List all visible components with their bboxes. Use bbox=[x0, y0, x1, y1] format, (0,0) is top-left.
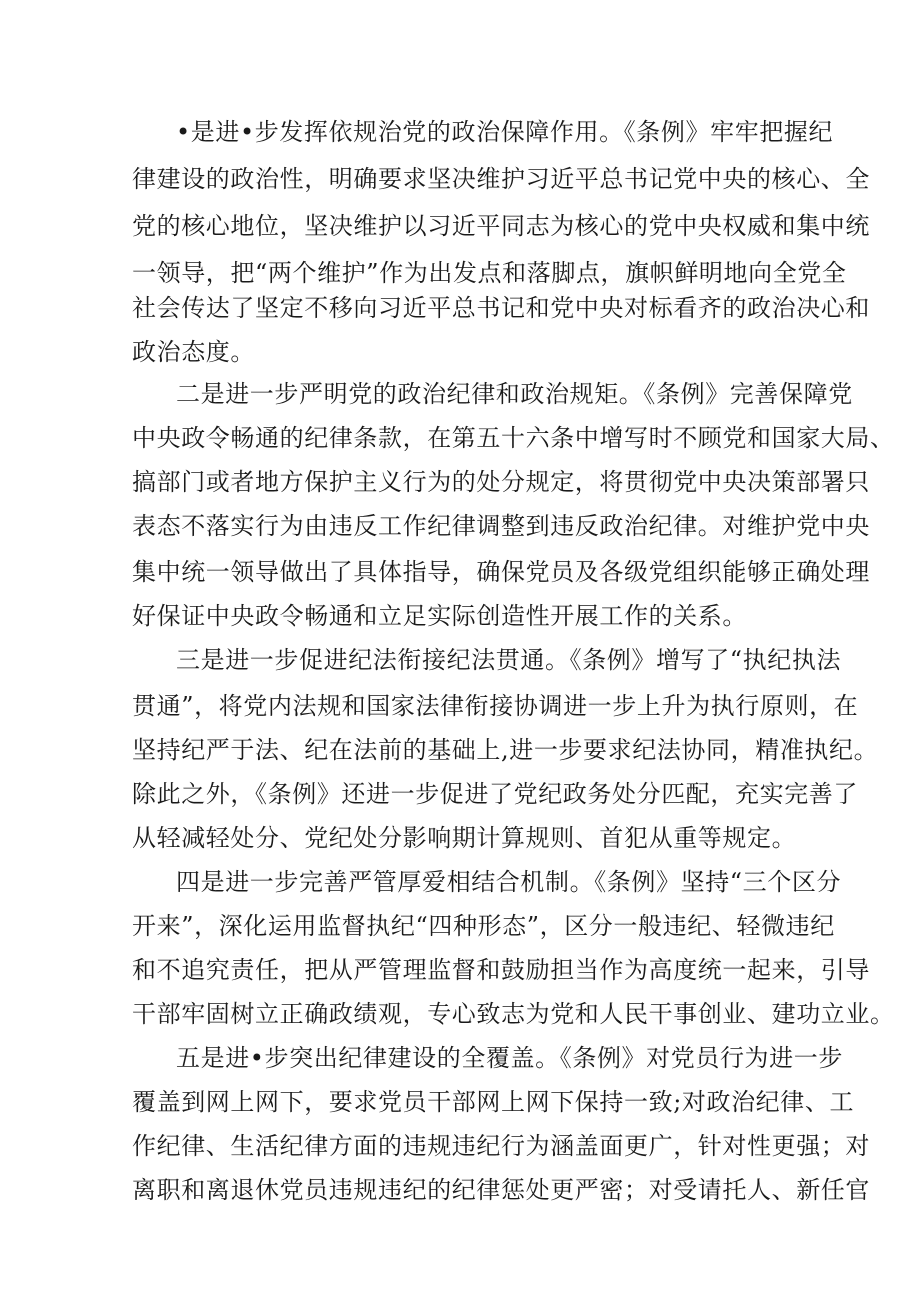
paragraph-3-line-5: 从轻减轻处分、党纪处分影响期计算规则、首犯从重等规定。 bbox=[132, 824, 797, 852]
paragraph-5-line-1: 五是进•步突出纪律建设的全覆盖。《条例》对党员行为进一步 bbox=[176, 1044, 843, 1072]
paragraph-2-line-4: 表态不落实行为由违反工作纪律调整到违反政治纪律。对维护党中央 bbox=[132, 512, 870, 540]
paragraph-2-line-1: 二是进一步严明党的政治纪律和政治规矩。《条例》完善保障党 bbox=[176, 380, 853, 408]
paragraph-5-line-4: 离职和离退休党员违规违纪的纪律惩处更严密；对受请托人、新任官 bbox=[132, 1176, 870, 1204]
paragraph-5-line-3: 作纪律、生活纪律方面的违规违纪行为涵盖面更广，针对性更强；对 bbox=[132, 1132, 870, 1160]
paragraph-3-line-4: 除此之外，《条例》还进一步促进了党纪政务处分匹配，充实完善了 bbox=[132, 780, 858, 808]
paragraph-1-line-4: 一领导，把“两个维护”作为出发点和落脚点，旗帜鲜明地向全党全 bbox=[132, 259, 847, 287]
paragraph-2-line-5: 集中统一领导做出了具体指导，确保党员及各级党组织能够正确处理 bbox=[132, 558, 870, 586]
paragraph-4-line-3: 和不追究责任，把从严管理监督和鼓励担当作为高度统一起来，引导 bbox=[132, 956, 870, 984]
paragraph-3-line-1: 三是进一步促进纪法衔接纪法贯通。《条例》增写了“执纪执法 bbox=[176, 646, 842, 674]
paragraph-3-line-3: 坚持纪严于法、纪在法前的基础上,进一步要求纪法协同，精准执纪。 bbox=[132, 736, 879, 764]
paragraph-1-line-1: •是进•步发挥依规治党的政治保障作用。《条例》牢牢把握纪 bbox=[176, 118, 834, 146]
paragraph-1-line-5: 社会传达了坚定不移向习近平总书记和党中央对标看齐的政治决心和 bbox=[132, 294, 870, 322]
paragraph-2-line-3: 搞部门或者地方保护主义行为的处分规定，将贯彻党中央决策部署只 bbox=[132, 468, 870, 496]
paragraph-4-line-2: 开来”，深化运用监督执纪“四种形态”，区分一般违纪、轻微违纪 bbox=[132, 912, 835, 940]
paragraph-4-line-1: 四是进一步完善严管厚爱相结合机制。《条例》坚持“三个区分 bbox=[176, 868, 842, 896]
paragraph-2-line-2: 中央政令畅通的纪律条款，在第五十六条中增写时不顾党和国家大局、 bbox=[132, 424, 895, 452]
paragraph-4-line-4: 干部牢固树立正确政绩观，专心致志为党和人民干事创业、建功立业。 bbox=[132, 1000, 895, 1028]
paragraph-1-line-6: 政治态度。 bbox=[132, 338, 255, 366]
paragraph-2-line-6: 好保证中央政令畅通和立足实际创造性开展工作的关系。 bbox=[132, 602, 747, 630]
paragraph-1-line-2: 律建设的政治性，明确要求坚决维护习近平总书记党中央的核心、全 bbox=[132, 165, 870, 193]
paragraph-1-line-3: 党的核心地位，坚决维护以习近平同志为核心的党中央权威和集中统 bbox=[132, 212, 870, 240]
paragraph-3-line-2: 贯通”，将党内法规和国家法律衔接协调进一步上升为执行原则，在 bbox=[132, 692, 859, 720]
paragraph-5-line-2: 覆盖到网上网下，要求党员干部网上网下保持一致;对政治纪律、工 bbox=[132, 1088, 855, 1116]
